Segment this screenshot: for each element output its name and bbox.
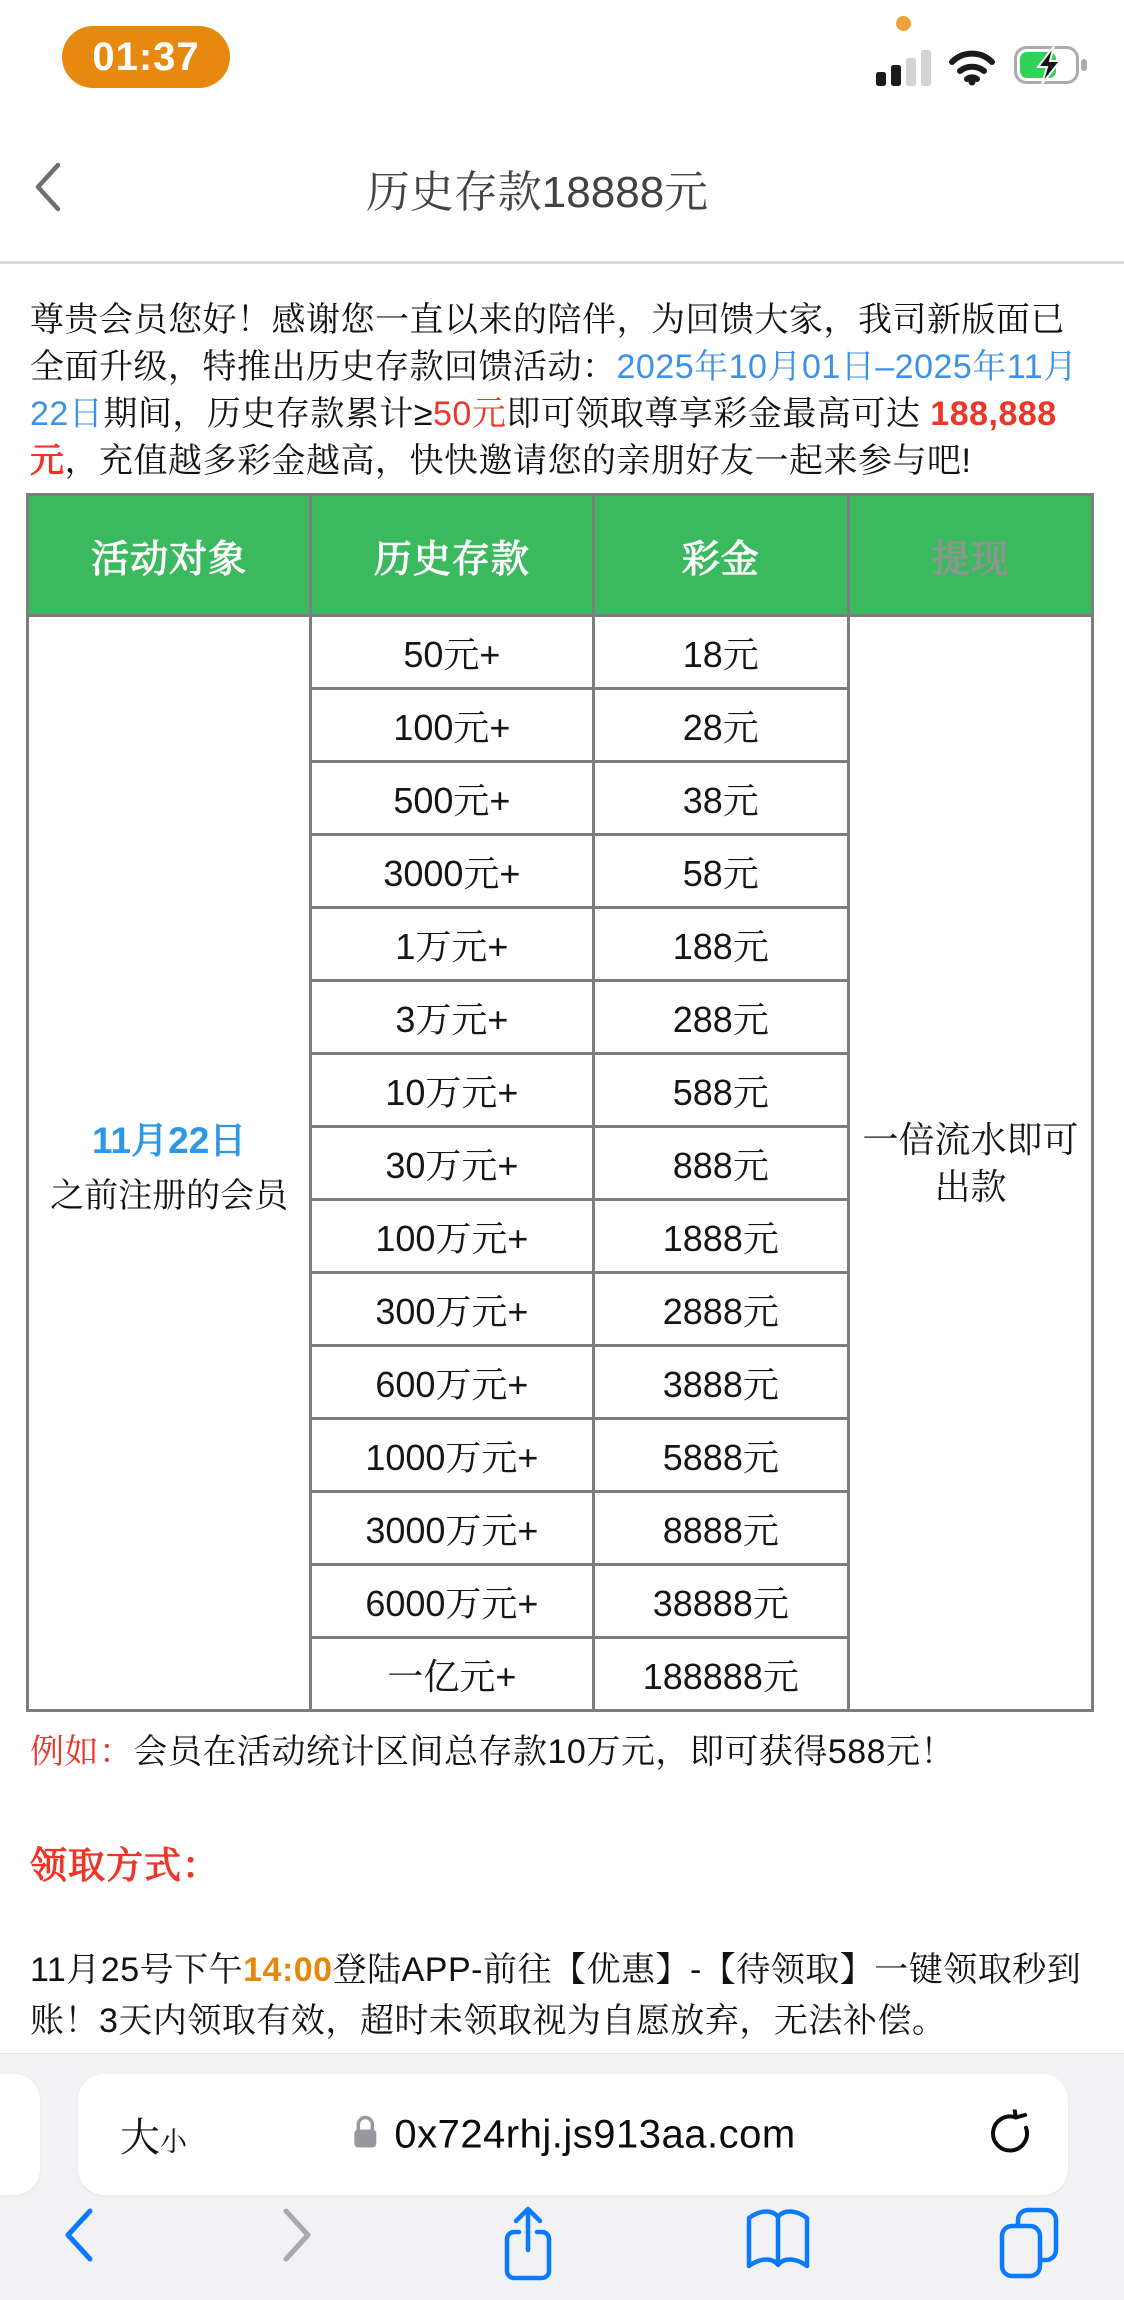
browser-bottom-chrome bbox=[0, 2053, 1124, 2300]
text-size-small-label: 小 bbox=[160, 2127, 187, 2157]
deposit-cell: 一亿元+ bbox=[311, 1638, 593, 1711]
page-title: 历史存款18888元 bbox=[365, 168, 709, 217]
bonus-cell: 28元 bbox=[593, 689, 849, 762]
back-button[interactable] bbox=[34, 158, 74, 218]
audience-cell bbox=[28, 616, 311, 1711]
status-time: 01:37 bbox=[92, 34, 200, 79]
page-header bbox=[0, 115, 1124, 264]
intro-max-bonus: 188,888元 bbox=[30, 395, 1057, 480]
intro-part1: 尊贵会员您好！感谢您一直以来的陪伴，为回馈大家，我司新版面已全面升级，特推出历史存款回馈活动： bbox=[30, 301, 1065, 386]
deposit-cell: 1万元+ bbox=[311, 908, 593, 981]
audience-date: 11月22日 bbox=[92, 1119, 247, 1161]
back-icon bbox=[62, 2206, 96, 2267]
status-bar bbox=[0, 0, 1124, 115]
bonus-cell: 588元 bbox=[593, 1054, 849, 1127]
bonus-cell: 188888元 bbox=[593, 1638, 849, 1711]
deposit-bonus-table bbox=[26, 493, 1094, 1712]
bonus-cell: 18元 bbox=[593, 616, 849, 689]
address-bar-url-group[interactable] bbox=[350, 2112, 795, 2157]
deposit-table-body bbox=[28, 616, 1093, 1711]
share-button[interactable] bbox=[497, 2206, 559, 2287]
address-bar[interactable] bbox=[78, 2074, 1068, 2195]
header-deposit: 历史存款 bbox=[311, 495, 593, 616]
share-icon bbox=[497, 2206, 559, 2287]
deposit-cell: 3000万元+ bbox=[311, 1492, 593, 1565]
cellular-signal-icon bbox=[876, 50, 931, 86]
bonus-cell: 58元 bbox=[593, 835, 849, 908]
tabs-button[interactable] bbox=[996, 2206, 1062, 2283]
deposit-cell: 500元+ bbox=[311, 762, 593, 835]
deposit-cell: 600万元+ bbox=[311, 1346, 593, 1419]
bookmarks-button[interactable] bbox=[743, 2206, 813, 2279]
status-time-pill bbox=[62, 26, 230, 88]
example-text: 会员在活动统计区间总存款10万元，即可获得588元！ bbox=[133, 1733, 956, 1771]
bonus-cell: 5888元 bbox=[593, 1419, 849, 1492]
deposit-cell: 50元+ bbox=[311, 616, 593, 689]
bonus-cell: 2888元 bbox=[593, 1273, 849, 1346]
intro-date-range: 2025年10月01日–2025年11月22日 bbox=[30, 348, 1078, 433]
battery-charging-icon bbox=[1014, 46, 1092, 84]
deposit-cell: 30万元+ bbox=[311, 1127, 593, 1200]
example-line bbox=[30, 1724, 1094, 1773]
header-bonus: 彩金 bbox=[593, 495, 849, 616]
reload-button[interactable] bbox=[986, 2109, 1034, 2160]
table-header-row bbox=[28, 495, 1093, 616]
reload-icon bbox=[986, 2109, 1034, 2160]
bonus-cell: 1888元 bbox=[593, 1200, 849, 1273]
bonus-cell: 188元 bbox=[593, 908, 849, 981]
browser-toolbar bbox=[0, 2200, 1124, 2300]
deposit-cell: 1000万元+ bbox=[311, 1419, 593, 1492]
header-audience: 活动对象 bbox=[28, 495, 311, 616]
text-size-big-label: 大 bbox=[120, 2116, 160, 2160]
browser-back-button[interactable] bbox=[62, 2206, 96, 2267]
intro-paragraph bbox=[30, 297, 1094, 485]
chevron-left-icon bbox=[34, 161, 62, 216]
header-withdraw: 提现 bbox=[849, 495, 1093, 616]
text-size-button[interactable] bbox=[78, 2106, 187, 2163]
intro-threshold: 50元 bbox=[433, 395, 507, 433]
deposit-cell: 100元+ bbox=[311, 689, 593, 762]
url-text: 0x724rhj.js913aa.com bbox=[394, 2112, 796, 2156]
claim-time: 14:00 bbox=[243, 1951, 333, 1989]
promo-content bbox=[0, 297, 1124, 2047]
claim-method-heading: 领取方式： bbox=[30, 1845, 220, 1886]
deposit-cell: 3万元+ bbox=[311, 981, 593, 1054]
bookmarks-icon bbox=[743, 2206, 813, 2279]
deposit-cell: 3000元+ bbox=[311, 835, 593, 908]
claim-part2: 登陆APP-前往【优惠】-【待领取】一键领取秒到账！3天内领取有效，超时未领取视为自愿放弃，无法补偿。 bbox=[30, 1951, 1082, 2040]
claim-paragraph bbox=[30, 1945, 1094, 2047]
forward-icon bbox=[280, 2206, 314, 2267]
bonus-cell: 888元 bbox=[593, 1127, 849, 1200]
claim-part1: 11月25号下午 bbox=[30, 1951, 244, 1989]
intro-part3: 即可领取尊享彩金最高可达 bbox=[506, 395, 931, 433]
intro-part4: ，充值越多彩金越高，快快邀请您的亲朋好友一起来参与吧! bbox=[64, 442, 972, 480]
deposit-cell: 100万元+ bbox=[311, 1200, 593, 1273]
bonus-cell: 8888元 bbox=[593, 1492, 849, 1565]
deposit-cell: 6000万元+ bbox=[311, 1565, 593, 1638]
tabs-icon bbox=[996, 2206, 1062, 2283]
deposit-cell: 10万元+ bbox=[311, 1054, 593, 1127]
deposit-cell: 300万元+ bbox=[311, 1273, 593, 1346]
bonus-cell: 38888元 bbox=[593, 1565, 849, 1638]
bonus-cell: 288元 bbox=[593, 981, 849, 1054]
adjacent-tab-peek[interactable] bbox=[0, 2074, 40, 2195]
bonus-cell: 38元 bbox=[593, 762, 849, 835]
audience-desc: 之前注册的会员 bbox=[50, 1176, 289, 1215]
table-row bbox=[28, 616, 1093, 689]
bonus-cell: 3888元 bbox=[593, 1346, 849, 1419]
location-dot-icon bbox=[896, 16, 911, 31]
example-label: 例如： bbox=[30, 1733, 134, 1771]
browser-forward-button[interactable] bbox=[280, 2206, 314, 2267]
intro-part2: 期间，历史存款累计≥ bbox=[103, 395, 433, 433]
withdraw-note-cell: 一倍流水即可出款 bbox=[849, 616, 1093, 1711]
wifi-icon bbox=[948, 48, 996, 91]
lock-icon bbox=[350, 2112, 380, 2157]
